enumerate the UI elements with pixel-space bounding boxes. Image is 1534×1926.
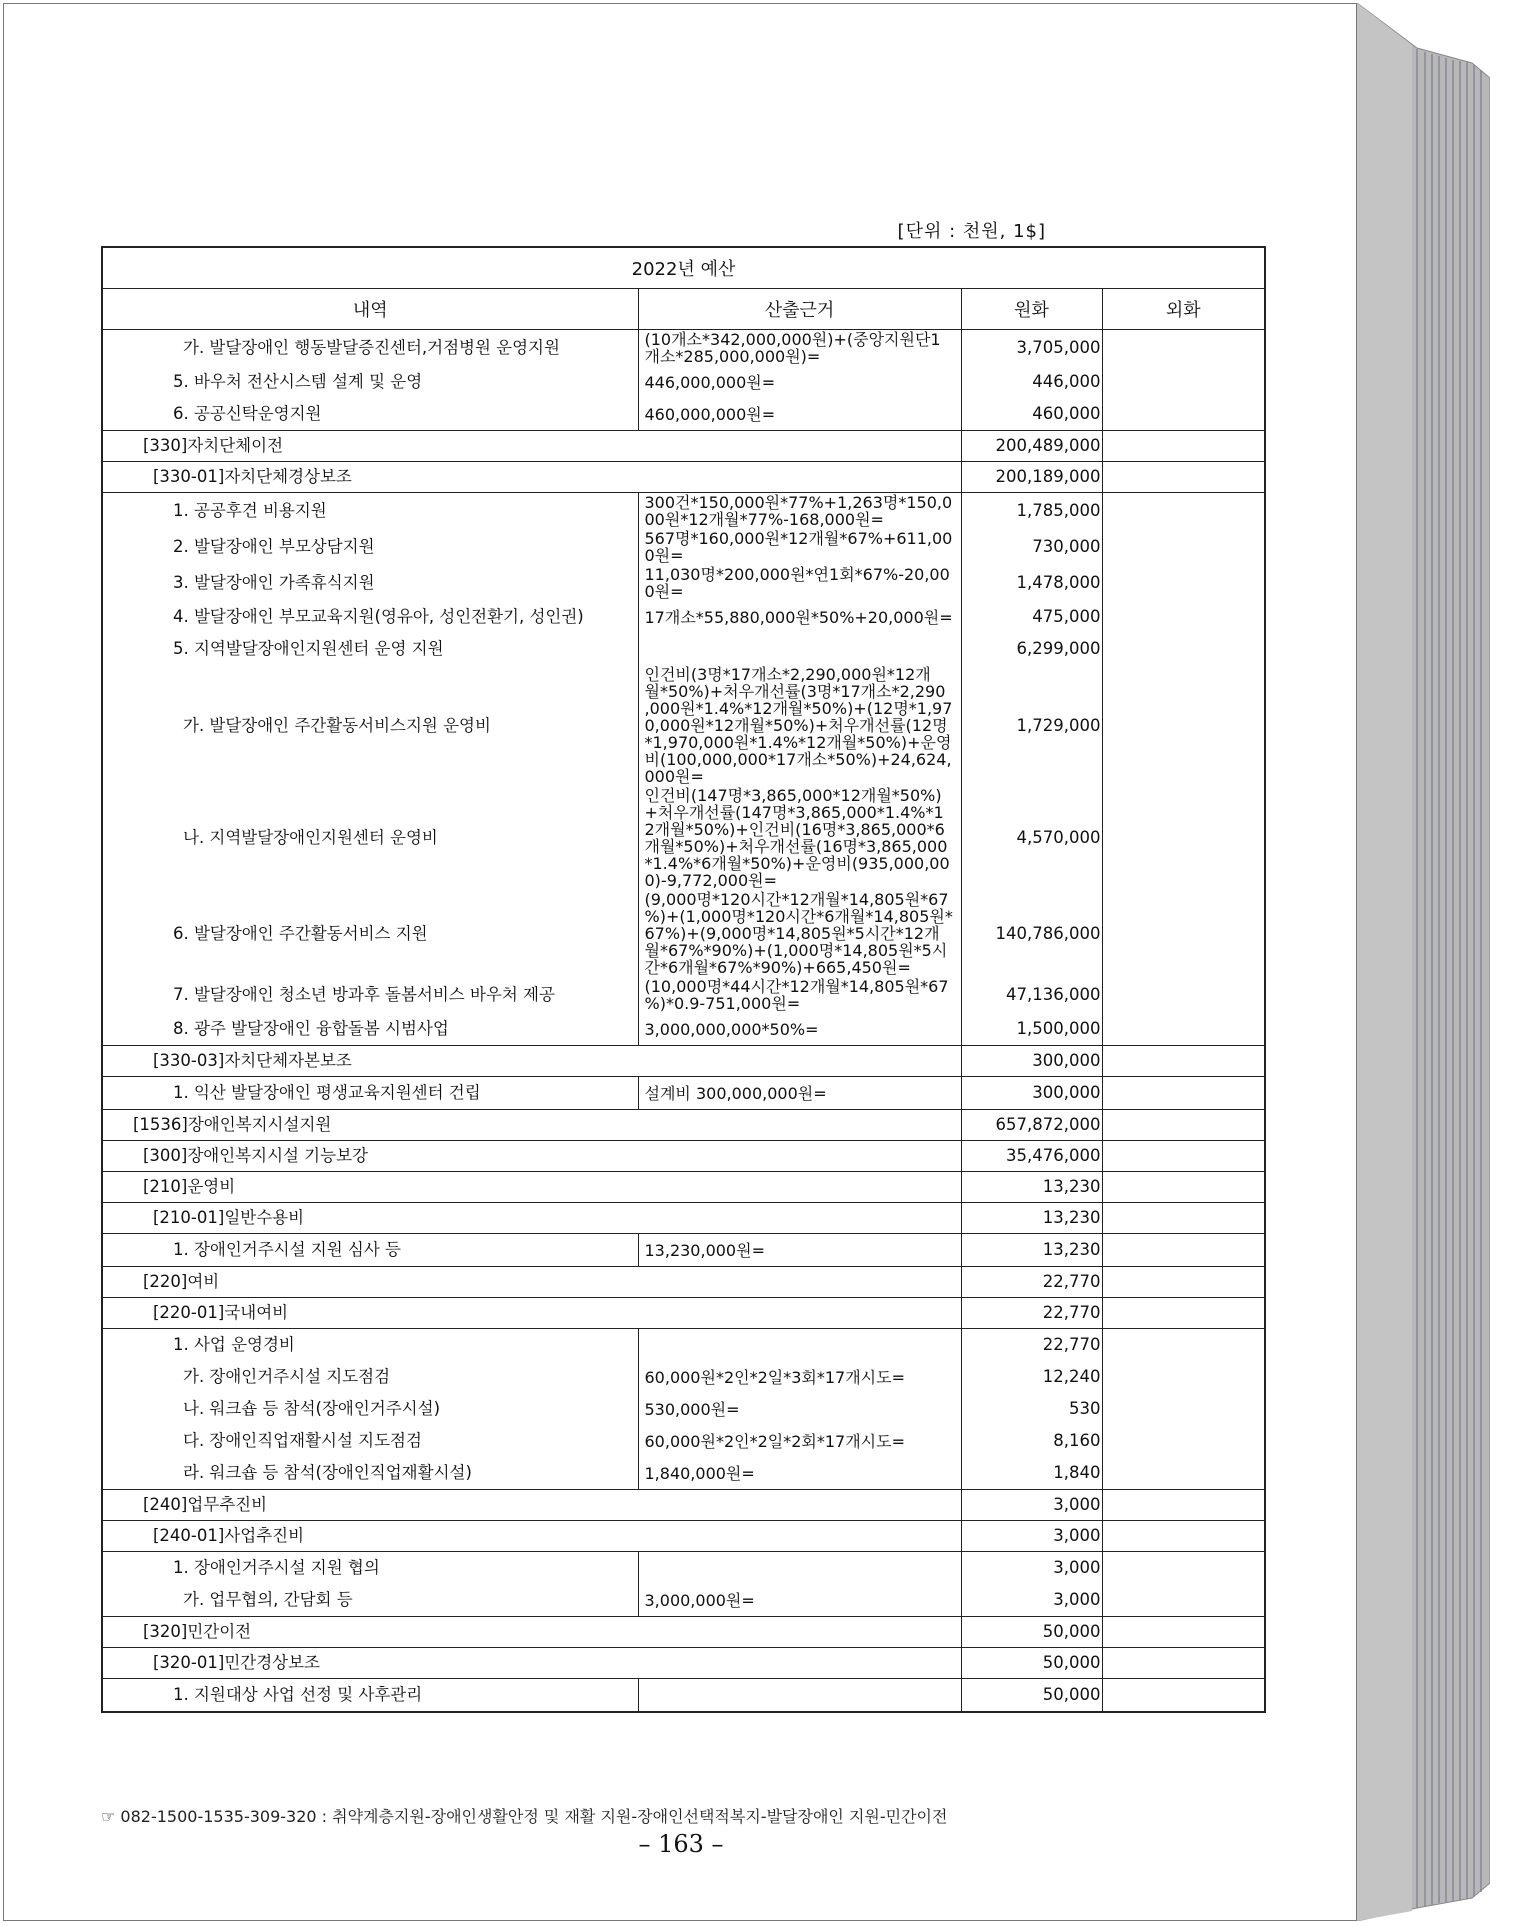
table-row: [102, 890, 1265, 977]
row-detail: 8. 광주 발달장애인 융합돌봄 시범사업: [102, 1013, 638, 1046]
row-krw: 22,770: [961, 1329, 1102, 1362]
row-fx: [1102, 1425, 1265, 1457]
row-krw: 300,000: [961, 1046, 1102, 1077]
row-basis: 17개소*55,880,000원*50%+20,000원=: [638, 601, 961, 633]
row-detail: 1. 장애인거주시설 지원 심사 등: [102, 1234, 638, 1267]
row-krw: 3,000: [961, 1552, 1102, 1585]
row-detail: [240]업무추진비: [102, 1490, 961, 1521]
row-basis: [638, 1329, 961, 1362]
row-basis: (9,000명*120시간*12개월*14,805원*67 %)+(1,000명*120시간*6개월*14,805원* 67%)+(9,000명*14,805원*5시간*12개 월*67%*90%)+(1,000명*14,805원*5시 간*6개월*67%*90%)+665,450원=: [638, 890, 961, 977]
row-krw: 6,299,000: [961, 633, 1102, 665]
table-row: [102, 601, 1265, 633]
row-basis: 인건비(3명*17개소*2,290,000원*12개 월*50%)+처우개선률(3명*17개소*2,290 ,000원*1.4%*12개월*50%)+(12명*1,97 0,000원*12개월*50%)+처우개선률(12명 *1,970,000원*1.4%*12개월*50%)+운영 비(100,000,000*17개소*50%)+24,624, 000원=: [638, 665, 961, 786]
table-row: [102, 786, 1265, 890]
row-krw: 3,000: [961, 1584, 1102, 1617]
row-fx: [1102, 1203, 1265, 1234]
row-krw: 475,000: [961, 601, 1102, 633]
row-basis: [638, 633, 961, 665]
row-detail: 1. 사업 운영경비: [102, 1329, 638, 1362]
table-row: [102, 366, 1265, 398]
row-fx: [1102, 633, 1265, 665]
row-basis: [638, 1552, 961, 1585]
row-krw: 13,230: [961, 1234, 1102, 1267]
row-krw: 1,500,000: [961, 1013, 1102, 1046]
row-detail: 가. 장애인거주시설 지도점검: [102, 1361, 638, 1393]
row-krw: 1,478,000: [961, 565, 1102, 601]
row-krw: 50,000: [961, 1648, 1102, 1679]
row-detail: 5. 바우처 전산시스템 설계 및 운영: [102, 366, 638, 398]
table-row: [102, 1298, 1265, 1329]
table-row: [102, 1584, 1265, 1617]
row-detail: 라. 워크숍 등 참석(장애인직업재활시설): [102, 1457, 638, 1490]
row-basis: 3,000,000,000*50%=: [638, 1013, 961, 1046]
row-fx: [1102, 1172, 1265, 1203]
row-krw: 1,729,000: [961, 665, 1102, 786]
row-krw: 35,476,000: [961, 1141, 1102, 1172]
year-header: 2022년 예산: [102, 247, 1265, 289]
table-row: [102, 1203, 1265, 1234]
row-basis: 60,000원*2인*2일*2회*17개시도=: [638, 1425, 961, 1457]
row-basis: 530,000원=: [638, 1393, 961, 1425]
footnote: ☞ 082-1500-1535-309-320 : 취약계층지원-장애인생활안정 및 재활 지원-장애인선택적복지-발달장애인 지원-민간이전: [101, 1807, 948, 1826]
row-basis: 1,840,000원=: [638, 1457, 961, 1490]
table-row: [102, 1172, 1265, 1203]
row-detail: [210]운영비: [102, 1172, 961, 1203]
row-krw: 12,240: [961, 1361, 1102, 1393]
row-fx: [1102, 1361, 1265, 1393]
table-row: [102, 1521, 1265, 1552]
table-row: [102, 529, 1265, 565]
row-krw: 3,000: [961, 1490, 1102, 1521]
row-krw: 47,136,000: [961, 977, 1102, 1013]
row-fx: [1102, 330, 1265, 367]
table-row: [102, 1141, 1265, 1172]
table-row: [102, 1329, 1265, 1362]
row-detail: 2. 발달장애인 부모상담지원: [102, 529, 638, 565]
row-detail: 1. 지원대상 사업 선정 및 사후관리: [102, 1679, 638, 1713]
row-fx: [1102, 1393, 1265, 1425]
document-page: [3, 3, 1357, 1921]
row-fx: [1102, 1490, 1265, 1521]
row-fx: [1102, 1013, 1265, 1046]
row-krw: 730,000: [961, 529, 1102, 565]
row-krw: 200,189,000: [961, 462, 1102, 493]
detail-header: 내역: [102, 289, 638, 330]
book-page-edges: [1357, 3, 1490, 1921]
row-fx: [1102, 1521, 1265, 1552]
table-row: [102, 431, 1265, 462]
row-fx: [1102, 1110, 1265, 1141]
table-row: [102, 1552, 1265, 1585]
row-krw: 50,000: [961, 1617, 1102, 1648]
row-fx: [1102, 1298, 1265, 1329]
row-detail: 다. 장애인직업재활시설 지도점검: [102, 1425, 638, 1457]
row-detail: [330-03]자치단체자본보조: [102, 1046, 961, 1077]
row-fx: [1102, 977, 1265, 1013]
row-detail: 가. 발달장애인 행동발달증진센터,거점병원 운영지원: [102, 330, 638, 367]
table-row: [102, 1046, 1265, 1077]
table-row: [102, 1361, 1265, 1393]
table-row: [102, 1457, 1265, 1490]
table-row: [102, 1267, 1265, 1298]
row-detail: [330]자치단체이전: [102, 431, 961, 462]
row-fx: [1102, 1234, 1265, 1267]
row-fx: [1102, 890, 1265, 977]
row-basis: 60,000원*2인*2일*3회*17개시도=: [638, 1361, 961, 1393]
row-basis: 인건비(147명*3,865,000*12개월*50%) +처우개선률(147명*3,865,000*1.4%*1 2개월*50%)+인건비(16명*3,865,000*6 개월*50%)+처우개선률(16명*3,865,000 *1.4%*6개월*50%)+운영비(935,000,00 0)-9,772,000원=: [638, 786, 961, 890]
row-krw: 3,000: [961, 1521, 1102, 1552]
row-basis: 446,000,000원=: [638, 366, 961, 398]
page-number: – 163 –: [638, 1830, 724, 1858]
row-detail: 1. 익산 발달장애인 평생교육지원센터 건립: [102, 1077, 638, 1110]
row-basis: 3,000,000원=: [638, 1584, 961, 1617]
row-fx: [1102, 1648, 1265, 1679]
row-detail: 6. 발달장애인 주간활동서비스 지원: [102, 890, 638, 977]
table-row: [102, 1490, 1265, 1521]
row-krw: 13,230: [961, 1172, 1102, 1203]
row-krw: 22,770: [961, 1298, 1102, 1329]
row-fx: [1102, 529, 1265, 565]
row-krw: 460,000: [961, 398, 1102, 431]
row-basis: (10,000명*44시간*12개월*14,805원*67 %)*0.9-751,000원=: [638, 977, 961, 1013]
row-fx: [1102, 1141, 1265, 1172]
row-detail: 1. 장애인거주시설 지원 협의: [102, 1552, 638, 1585]
row-basis: 567명*160,000원*12개월*67%+611,00 0원=: [638, 529, 961, 565]
row-detail: 6. 공공신탁운영지원: [102, 398, 638, 431]
table-row: [102, 1077, 1265, 1110]
row-detail: 나. 지역발달장애인지원센터 운영비: [102, 786, 638, 890]
row-fx: [1102, 493, 1265, 530]
row-detail: [220]여비: [102, 1267, 961, 1298]
row-krw: 13,230: [961, 1203, 1102, 1234]
row-krw: 3,705,000: [961, 330, 1102, 367]
row-fx: [1102, 1679, 1265, 1713]
row-krw: 200,489,000: [961, 431, 1102, 462]
table-row: [102, 493, 1265, 530]
row-detail: [330-01]자치단체경상보조: [102, 462, 961, 493]
row-detail: 3. 발달장애인 가족휴식지원: [102, 565, 638, 601]
row-fx: [1102, 1617, 1265, 1648]
row-detail: 1. 공공후견 비용지원: [102, 493, 638, 530]
row-detail: [210-01]일반수용비: [102, 1203, 961, 1234]
table-row: [102, 633, 1265, 665]
table-row: [102, 1013, 1265, 1046]
basis-header: 산출근거: [638, 289, 961, 330]
row-krw: 1,840: [961, 1457, 1102, 1490]
row-fx: [1102, 565, 1265, 601]
row-krw: 22,770: [961, 1267, 1102, 1298]
row-detail: 가. 발달장애인 주간활동서비스지원 운영비: [102, 665, 638, 786]
row-fx: [1102, 1077, 1265, 1110]
table-row: [102, 398, 1265, 431]
row-detail: 7. 발달장애인 청소년 방과후 돌봄서비스 바우처 제공: [102, 977, 638, 1013]
row-fx: [1102, 1552, 1265, 1585]
row-detail: [320]민간이전: [102, 1617, 961, 1648]
row-krw: 530: [961, 1393, 1102, 1425]
fx-header: 외화: [1102, 289, 1265, 330]
row-fx: [1102, 665, 1265, 786]
row-detail: 가. 업무협의, 간담회 등: [102, 1584, 638, 1617]
row-fx: [1102, 1457, 1265, 1490]
row-fx: [1102, 1584, 1265, 1617]
row-basis: 11,030명*200,000원*연1회*67%-20,00 0원=: [638, 565, 961, 601]
row-detail: 5. 지역발달장애인지원센터 운영 지원: [102, 633, 638, 665]
row-detail: [240-01]사업추진비: [102, 1521, 961, 1552]
table-row: [102, 1648, 1265, 1679]
table-row: [102, 1425, 1265, 1457]
row-detail: [220-01]국내여비: [102, 1298, 961, 1329]
row-krw: 4,570,000: [961, 786, 1102, 890]
row-fx: [1102, 366, 1265, 398]
budget-rows: [102, 330, 1265, 1713]
row-fx: [1102, 1329, 1265, 1362]
table-row: [102, 1234, 1265, 1267]
table-row: [102, 1679, 1265, 1713]
table-row: [102, 1393, 1265, 1425]
row-fx: [1102, 431, 1265, 462]
row-fx: [1102, 462, 1265, 493]
row-krw: 50,000: [961, 1679, 1102, 1713]
row-detail: [320-01]민간경상보조: [102, 1648, 961, 1679]
row-krw: 446,000: [961, 366, 1102, 398]
row-fx: [1102, 601, 1265, 633]
row-fx: [1102, 398, 1265, 431]
row-fx: [1102, 1046, 1265, 1077]
unit-label: [단위 : 천원, 1$]: [897, 221, 1046, 242]
row-basis: 설계비 300,000,000원=: [638, 1077, 961, 1110]
row-fx: [1102, 786, 1265, 890]
row-krw: 1,785,000: [961, 493, 1102, 530]
budget-table: [101, 246, 1266, 1713]
row-detail: [1536]장애인복지시설지원: [102, 1110, 961, 1141]
table-row: [102, 1110, 1265, 1141]
table-row: [102, 1617, 1265, 1648]
row-krw: 657,872,000: [961, 1110, 1102, 1141]
row-detail: 나. 워크숍 등 참석(장애인거주시설): [102, 1393, 638, 1425]
row-detail: [300]장애인복지시설 기능보강: [102, 1141, 961, 1172]
table-row: [102, 330, 1265, 367]
row-fx: [1102, 1267, 1265, 1298]
row-basis: (10개소*342,000,000원)+(중앙지원단1 개소*285,000,000원)=: [638, 330, 961, 367]
row-krw: 8,160: [961, 1425, 1102, 1457]
row-basis: [638, 1679, 961, 1713]
row-basis: 13,230,000원=: [638, 1234, 961, 1267]
table-row: [102, 665, 1265, 786]
table-row: [102, 462, 1265, 493]
table-row: [102, 977, 1265, 1013]
row-krw: 140,786,000: [961, 890, 1102, 977]
row-krw: 300,000: [961, 1077, 1102, 1110]
krw-header: 원화: [961, 289, 1102, 330]
table-row: [102, 565, 1265, 601]
row-detail: 4. 발달장애인 부모교육지원(영유아, 성인전환기, 성인권): [102, 601, 638, 633]
row-basis: 460,000,000원=: [638, 398, 961, 431]
row-basis: 300건*150,000원*77%+1,263명*150,0 00원*12개월*77%-168,000원=: [638, 493, 961, 530]
